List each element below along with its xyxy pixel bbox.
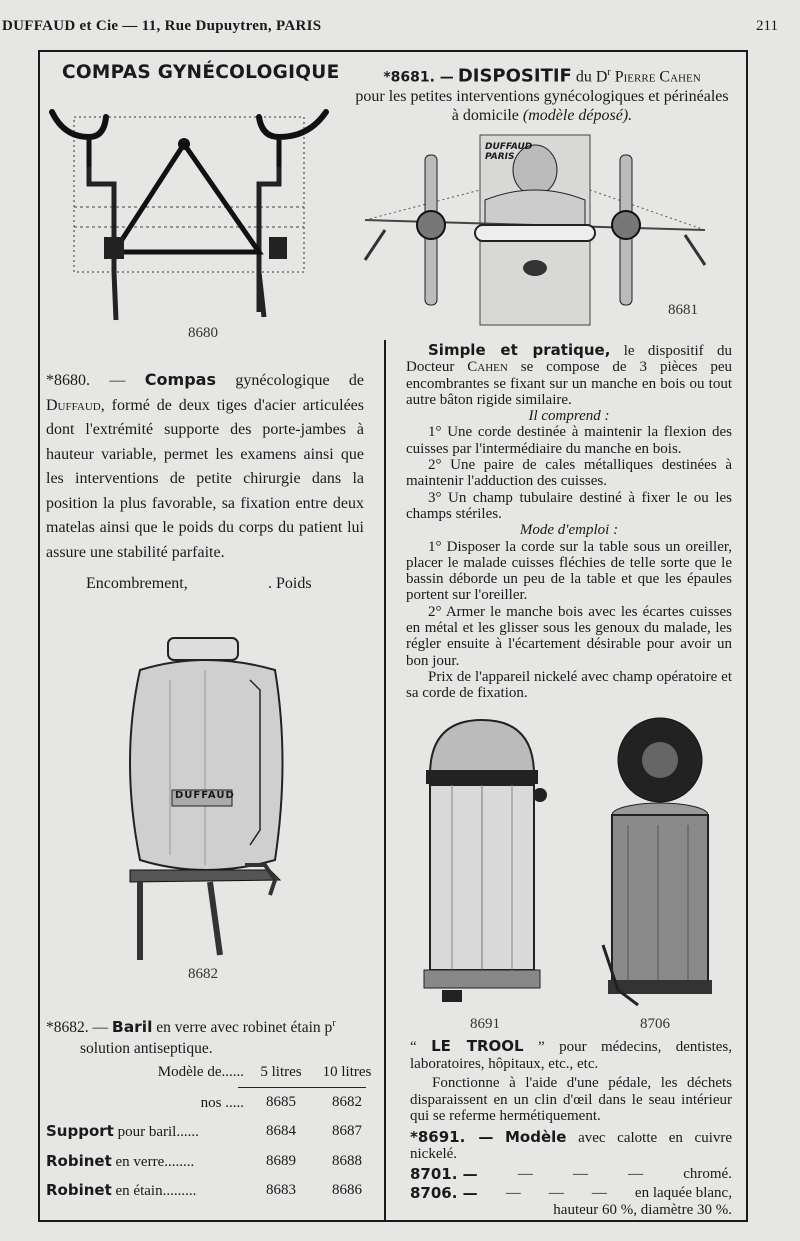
stamp-line2: PARIS — [485, 152, 515, 162]
dispositif-prix: Prix de l'appareil nickelé avec champ opératoire et sa corde de fixation. — [406, 668, 732, 702]
dispositif-comprend: Il comprend : — [528, 408, 610, 425]
compas-title: COMPAS GYNÉCOLOGIQUE — [62, 62, 340, 83]
table-header-row — [46, 1058, 382, 1088]
trool-r2-dash: — — [628, 1165, 644, 1182]
table-cell: 8683 — [266, 1182, 296, 1199]
dispositif-lead: Simple et pratique, — [428, 341, 611, 359]
table-header-cell: 10 litres — [322, 1064, 372, 1081]
figure-8706-label: 8706 — [640, 1016, 670, 1032]
table-cell-label — [46, 1088, 250, 1118]
compas-encombrement: Encombrement, — [86, 575, 188, 592]
baril-description — [46, 1013, 376, 1059]
trool-r3-text: en laquée blanc, — [634, 1185, 732, 1201]
table-header-cell: 5 litres — [260, 1064, 302, 1081]
dispositif-intro-a: le dispositif du Docteur — [406, 343, 732, 376]
row-label-bold: Support — [46, 1122, 114, 1141]
stamp-line1: DUFFAUD — [485, 142, 533, 152]
figure-8682-label: 8682 — [188, 966, 218, 982]
table-cell-label — [46, 1176, 250, 1206]
table-cell: 8689 — [266, 1152, 296, 1169]
header-address: DUFFAUD et Cie — 11, Rue Dupuytren, PARIS — [2, 18, 322, 34]
compas-ref: *8680. — — [46, 372, 126, 389]
row-label: nos ..... — [200, 1094, 244, 1111]
dispositif-title-name: Pierre Cahen — [614, 68, 701, 86]
baril-desc-a: en verre avec robinet étain p — [156, 1019, 333, 1037]
dispositif-item-2: 2° Une paire de cales métalliques destinées à maintenir l'adduction des cuisses. — [406, 457, 732, 490]
dispositif-title — [352, 63, 732, 125]
row-label-bold: Robinet — [46, 1151, 112, 1170]
dispositif-item-3: 3° Un champ tubulaire destiné à fixer le ou les champs stériles. — [406, 489, 732, 522]
table-cell-label — [46, 1117, 250, 1147]
trool-r3-ref: 8706. — — [410, 1184, 478, 1202]
compas-poids: . Poids — [268, 575, 312, 592]
trool-name: LE TROOL — [431, 1037, 524, 1055]
dispositif-mode: Mode d'emploi : — [519, 522, 619, 539]
dispositif-title-sup: r — [607, 67, 611, 78]
table-header-cell: Modèle de...... — [157, 1064, 244, 1081]
trool-8691-illustration — [412, 715, 552, 1005]
table-row — [46, 1147, 382, 1177]
trool-desc: ” pour médecins, dentistes, laboratoires, hôpitaux, etc., etc. — [410, 1039, 733, 1072]
table-row — [46, 1176, 382, 1206]
column-divider — [384, 340, 386, 1222]
table-cell: 8686 — [332, 1182, 362, 1199]
trool-para: Fonctionne à l'aide d'une pédale, les déchets disparaissent en un clin d'œil dans le seau intérieur qui se referme hermétiquement. — [410, 1075, 732, 1124]
trool-r2-dash: — — [572, 1165, 588, 1182]
compas-text-b: formé de deux tiges d'acier articulées dont l'extrémité supporte des porte-jambes à hauteur variable, permet les examens ainsi que les interventions de petite chirurgie dans la position la plus favorable, sa fixation entre deux matelas ainsi que le poids du corps du patient lui assure une stabilité parfaite. — [46, 396, 365, 561]
baril-desc-sup: r — [332, 1018, 336, 1029]
baril-name: Baril — [111, 1018, 153, 1037]
dispositif-title-italic: (modèle déposé). — [522, 107, 633, 125]
table-cell-label — [46, 1147, 250, 1177]
table-header-rule — [238, 1087, 366, 1088]
baril-spec-table — [46, 1058, 382, 1206]
row-label: pour baril...... — [113, 1124, 199, 1141]
trool-r3-dash: — — [548, 1185, 564, 1201]
trool-quote: “ — [410, 1039, 417, 1055]
dispositif-title-a: du D — [575, 68, 608, 86]
trool-r2-text: chromé. — [683, 1165, 732, 1182]
baril-desc-b: solution antiseptique. — [80, 1040, 213, 1058]
compas-illustration — [44, 92, 334, 322]
trool-r1-bold: Modèle — [505, 1127, 567, 1146]
dispositif-figure-stamp — [485, 142, 532, 162]
figure-8681-label: 8681 — [668, 302, 698, 318]
trool-8706-illustration — [598, 715, 723, 1010]
trool-r1-ref: *8691. — — [410, 1127, 494, 1146]
compas-description — [46, 368, 364, 565]
table-cell: 8685 — [266, 1093, 296, 1110]
baril-ref: *8682. — — [46, 1019, 108, 1037]
dispositif-step-2: 2° Armer le manche bois avec les écartes cuisses en métal et les glisser sous les genoux du malade, les régler ensuite à l'écartement désirable pour avoir un bon jour. — [406, 603, 732, 669]
compas-text-a: gynécologique de — [235, 372, 365, 389]
dispositif-item-1: 1° Une corde destinée à maintenir la flexion des cuisses par l'intermédiaire du manche en bois. — [406, 424, 732, 457]
figure-8680-label: 8680 — [188, 325, 218, 341]
dispositif-title-big: DISPOSITIF — [457, 65, 572, 87]
trool-r3-line2: hauteur 60 %, diamètre 30 %. — [553, 1201, 732, 1218]
page-header — [0, 18, 800, 42]
row-label: en verre........ — [111, 1153, 195, 1170]
trool-r2-dash: — — [517, 1165, 533, 1182]
compas-name: Compas — [144, 370, 216, 389]
dispositif-title-line2: pour les petites interventions gynécologiques et périnéales à domicile — [355, 88, 729, 125]
trool-r1-text: avec calotte en cuivre nickelé. — [410, 1129, 733, 1162]
trool-description — [410, 1038, 732, 1218]
table-cell: 8687 — [332, 1123, 362, 1140]
trool-r3-dash: — — [505, 1185, 521, 1201]
dispositif-intro-b: se compose de 3 pièces peu encombrantes se fixant sur un manche en bois ou tout autre bâton rigide similaire. — [406, 359, 733, 408]
trool-r3-dash: — — [591, 1185, 607, 1201]
row-label-bold: Robinet — [46, 1181, 112, 1200]
table-row — [46, 1117, 382, 1147]
baril-stamp: DUFFAUD — [175, 790, 235, 801]
compas-maker: Duffaud, — [46, 396, 105, 414]
table-cell: 8682 — [332, 1093, 362, 1110]
dispositif-step-1: 1° Disposer la corde sur la table sous un oreiller, placer le malade cuisses fléchies de telle sorte que le bassin déborde un peu de la table et que les épaules portent sur l'oreiller. — [406, 538, 732, 604]
trool-r2-ref: 8701. — — [410, 1164, 478, 1183]
page-number: 211 — [756, 18, 778, 34]
figure-8691-label: 8691 — [470, 1016, 500, 1032]
table-cell: 8684 — [266, 1123, 296, 1140]
dispositif-description — [406, 342, 732, 702]
row-label: en étain......... — [111, 1183, 197, 1200]
table-row — [46, 1088, 382, 1118]
dispositif-intro-name: Cahen — [467, 359, 508, 376]
table-cell: 8688 — [332, 1152, 362, 1169]
dispositif-ref: *8681. — — [383, 69, 454, 86]
